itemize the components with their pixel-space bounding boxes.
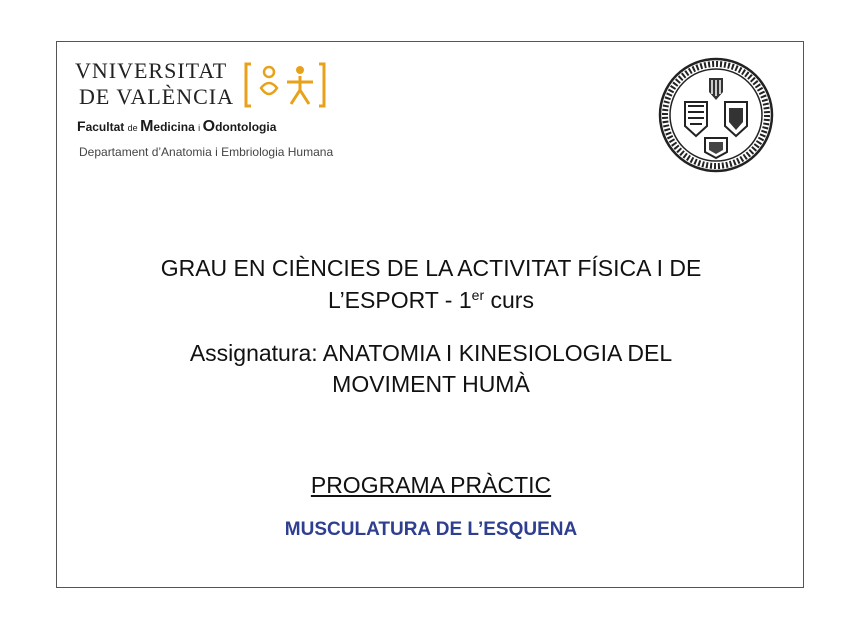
degree-title <box>57 252 805 316</box>
subject-title-line2: MOVIMENT HUMÀ <box>332 371 530 397</box>
faculty-word-edicina: edicina <box>153 120 199 134</box>
faculty-initial-o: O <box>202 118 216 135</box>
degree-title-ordinal: er <box>471 287 485 303</box>
university-logo-block <box>75 58 355 159</box>
degree-title-course: curs <box>484 287 534 313</box>
university-emblem-icon <box>243 60 327 110</box>
faculty-word-i: i <box>198 123 203 133</box>
faculty-initial-f: F <box>77 118 86 134</box>
degree-title-line2 <box>57 284 805 316</box>
topic-heading: MUSCULATURA DE L’ESQUENA <box>284 519 578 540</box>
university-seal-icon <box>657 56 775 174</box>
university-name-line1: VNIVERSITAT <box>75 58 228 83</box>
department-name: Departament d’Anatomia i Embriologia Humana <box>79 145 334 159</box>
faculty-word-dontologia: dontologia <box>215 120 277 134</box>
faculty-word-acultat: acultat <box>85 120 128 134</box>
faculty-word-de: de <box>127 123 141 133</box>
university-name-line2: DE VALÈNCIA <box>79 84 235 109</box>
subject-title <box>57 338 805 400</box>
faculty-initial-m: M <box>140 118 154 135</box>
faculty-name <box>77 118 276 136</box>
subject-title-line1: Assignatura: ANATOMIA I KINESIOLOGIA DEL <box>189 340 673 366</box>
university-wordmark <box>75 58 355 113</box>
slide-frame <box>56 41 804 588</box>
degree-title-line2-text: L’ESPORT - 1 <box>328 287 472 313</box>
programa-heading: PROGRAMA PRÀCTIC <box>310 472 552 498</box>
degree-title-line1: GRAU EN CIÈNCIES DE LA ACTIVITAT FÍSICA I DE <box>160 255 702 281</box>
